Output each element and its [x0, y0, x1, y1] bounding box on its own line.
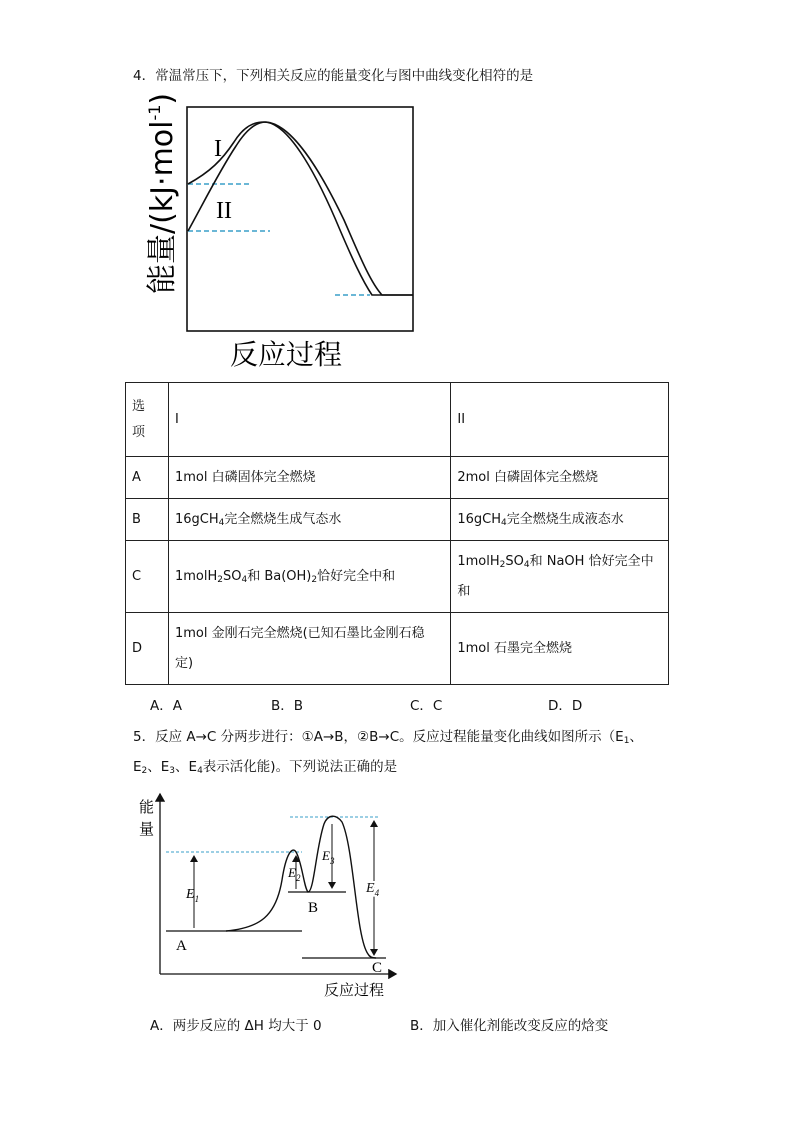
q5-label-A: A — [176, 938, 187, 954]
q4-stem: 4．常温常压下，下列相关反应的能量变化与图中曲线变化相符的是 — [133, 68, 534, 84]
q4-choice-a[interactable]: A．A — [150, 698, 182, 714]
table-row — [126, 383, 669, 457]
header-col2: II — [451, 383, 669, 457]
q5-reaction-curve — [226, 816, 376, 958]
row-col1: $1molH_2SO_4$和 $Ba(OH)_2$恰好完全中和 — [168, 541, 450, 613]
row-col1: 1mol 金刚石完全燃烧(已知石墨比金刚石稳 定) — [168, 613, 450, 685]
q4-curve-II-label: II — [216, 198, 232, 224]
table-row — [126, 499, 669, 541]
q5-ylabel-2: 量 — [139, 820, 155, 838]
q5-stem-line2: $E_2$、$E_3$、$E_4$表示活化能)。下列说法正确的是 — [133, 759, 398, 776]
q4-energy-diagram — [130, 92, 430, 380]
row-option: B — [126, 499, 169, 541]
row-col2: $1molH_2SO_4$和 NaOH 恰好完全中 和 — [451, 541, 669, 613]
table-row — [126, 457, 669, 499]
table-row — [126, 613, 669, 685]
q4-xlabel: 反应过程 — [230, 338, 343, 371]
q5-stem-line1: 5．反应 A→C 分两步进行：①A→B，②B→C。反应过程能量变化曲线如图所示（$E_1$、 — [133, 729, 643, 746]
q5-xlabel: 反应过程 — [324, 981, 385, 999]
row-option: D — [126, 613, 169, 685]
row-col1: 1mol 白磷固体完全燃烧 — [168, 457, 450, 499]
q5-label-E3: $E_3$ — [322, 848, 335, 866]
q5-option-b[interactable]: B．加入催化剂能改变反应的焓变 — [410, 1018, 609, 1034]
row-col2: 1mol 石墨完全燃烧 — [451, 613, 669, 685]
q4-choice-d[interactable]: D．D — [548, 698, 583, 714]
row-option: A — [126, 457, 169, 499]
q5-label-B: B — [308, 900, 319, 916]
header-option-label: 选项 — [132, 398, 146, 440]
header-option — [126, 383, 169, 457]
q5-option-a[interactable]: A．两步反应的 ΔH 均大于 0 — [150, 1018, 322, 1034]
header-col1: I — [168, 383, 450, 457]
table-row — [126, 541, 669, 613]
q5-label-E4: $E_4$ — [366, 881, 380, 898]
row-col2: 2mol 白磷固体完全燃烧 — [451, 457, 669, 499]
q4-options-table — [125, 382, 669, 685]
q5-energy-diagram — [130, 788, 420, 1003]
q5-label-E1: $E_1$ — [186, 887, 200, 904]
q5-label-E2: $E_2$ — [288, 865, 301, 883]
q4-curve-I-label: I — [214, 136, 222, 162]
row-col2: 16gCH$_4$完全燃烧生成液态水 — [451, 499, 669, 541]
row-option: C — [126, 541, 169, 613]
q5-label-C: C — [372, 960, 383, 976]
q4-choice-b[interactable]: B．B — [271, 698, 304, 714]
q5-ylabel-1: 能 — [139, 798, 155, 816]
row-col1: 16gCH$_4$完全燃烧生成气态水 — [168, 499, 450, 541]
q4-ylabel: 能量/(kJ·mol$^{-1}$) — [145, 92, 180, 294]
q4-choice-c[interactable]: C．C — [410, 698, 443, 714]
